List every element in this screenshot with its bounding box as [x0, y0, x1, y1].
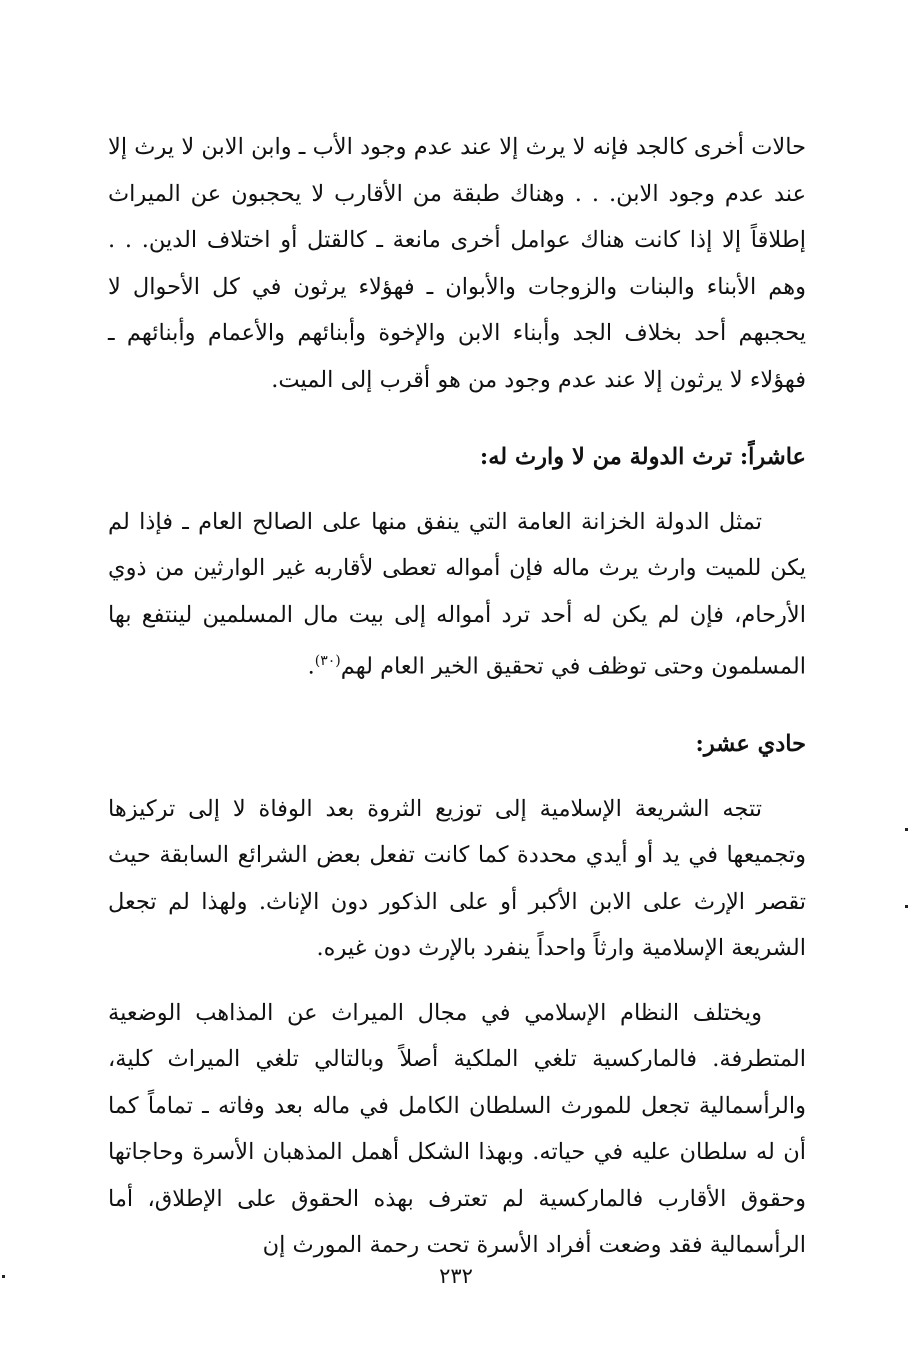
section-heading-tenth: عاشراً: ترث الدولة من لا وارث له:: [479, 444, 806, 470]
paragraph-end-mark: .: [307, 653, 315, 680]
scan-margin-mark: [905, 905, 908, 908]
page-body: [108, 124, 806, 1269]
paragraph-comparison-systems: ويختلف النظام الإسلامي في مجال الميراث عن المذاهب الوضعية المتطرفة. فالماركسية تلغي الملكية أصلاً وبالتالي تلغي الميراث كلية، والرأسمالية تجعل للمورث السلطان الكامل في ماله بعد وفاته ـ تماماً كما أن له سلطان عليه في حياته. وبهذا الشكل أهمل المذهبان الأسرة وحاجاتها وحقوق الأقارب فالماركسية لم تعترف بهذه الحقوق على الإطلاق، أما الرأسمالية فقد وضعت أفراد الأسرة تحت رحمة المورث إن: [108, 999, 806, 1258]
page-number: ٢٣٢: [439, 1264, 473, 1288]
section-heading-eleventh: حادي عشر:: [695, 731, 806, 757]
paragraph-state-inherits-text: تمثل الدولة الخزانة العامة التي ينفق منها على الصالح العام ـ فإذا لم يكن للميت وارث يرث ماله فإن أمواله تعطى لأقاربه غير الوارثين من ذوي الأرحام، فإن لم يكن له أحد ترد أمواله إلى بيت مال المسلمين لينتفع بها المسلمون وحتى توظف في تحقيق الخير العام لهم: [108, 508, 806, 680]
paragraph-state-inherits: [108, 499, 806, 691]
scan-margin-mark: [2, 1275, 5, 1278]
paragraph-inheritance-classes: حالات أخرى كالجد فإنه لا يرث إلا عند عدم وجود الأب ـ وابن الابن لا يرث إلا عند عدم وجود الابن. . . وهناك طبقة من الأقارب لا يحجبون عن الميراث إطلاقاً إلا إذا كانت هناك عوامل أخرى مانعة ـ كالقتل أو اختلاف الدين. . . وهم الأبناء والبنات والزوجات والأبوان ـ فهؤلاء يرثون في كل الأحوال لا يحجبهم أحد بخلاف الجد وأبناء الابن والإخوة وأبنائهم والأعمام وأبنائهم ـ فهؤلاء لا يرثون إلا عند عدم وجود من هو أقرب إلى الميت.: [108, 134, 806, 393]
paragraph-wealth-distribution: تتجه الشريعة الإسلامية إلى توزيع الثروة بعد الوفاة لا إلى تركيزها وتجميعها في يد أو أيدي محددة كما كانت تفعل بعض الشرائع السابقة حيث تقصر الإرث على الابن الأكبر أو على الذكور دون الإناث. ولهذا لم تجعل الشريعة الإسلامية وارثاً واحداً ينفرد بالإرث دون غيره.: [108, 795, 806, 961]
footnote-reference: (٣٠): [314, 653, 341, 669]
scan-margin-mark: [905, 828, 908, 831]
